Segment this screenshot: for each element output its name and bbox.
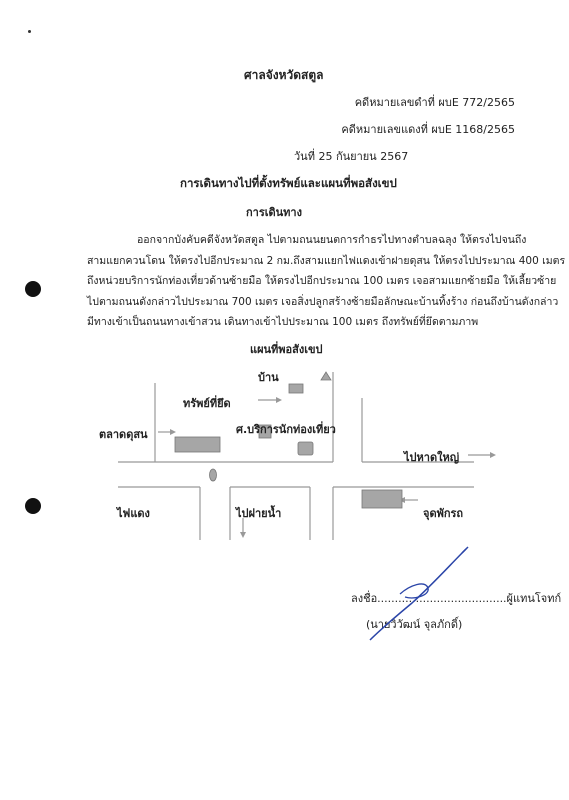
red-case-number: คดีหมายเลขแดงที่ ผบE 1168/2565 (341, 123, 515, 136)
paragraph-line: ไปตามถนนดังกล่าวไปประมาณ 700 เมตร เจอสิ่งปลูกสร้างซ้ายมือลักษณะบ้านทิ้งร้าง ก่อนถึงบ้านดังกล่าว (87, 295, 559, 308)
map-label-checkpoint: จุดพักรถ (423, 507, 464, 520)
section-heading: การเดินทาง (246, 206, 302, 219)
black-case-number: คดีหมายเลขดำที่ ผบE 772/2565 (354, 96, 515, 109)
map-label-house: บ้าน (258, 371, 279, 384)
paragraph-line: ถึงหน่วยบริการนักท่องเที่ยวด้านซ้ายมือ ให้ตรงไปอีกประมาณ 100 เมตร เจอสามแยกซ้ายมือ ให้เลี้ยวซ้าย (87, 275, 557, 287)
signature-line: ลงชื่อ.....................................ผู้แทนโจทก์ (351, 592, 562, 605)
paragraph-line: มีทางเข้าเป็นถนนทางเข้าสวน เดินทางเข้าไปประมาณ 100 เมตร ถึงทรัพย์ที่ยึดตามภาพ (87, 316, 479, 328)
paragraph-line: ออกจากบังคับคดีจังหวัดสตูล ไปตามถนนยนตการกำธรไปทางตำบลฉลุง ให้ตรงไปจนถึง (137, 234, 527, 246)
signature-stroke (462, 547, 468, 553)
map-label-to-big-beach: ไปหาดใหญ่ (404, 451, 460, 464)
map-label-to-dam: ไปฝายน้ำ (236, 507, 282, 520)
document-date: วันที่ 25 กันยายน 2567 (294, 150, 409, 163)
signatory-name: (นายวิวัฒน์ จุลภักดิ์) (366, 618, 463, 631)
map-label-market: ตลาดดุสน (99, 428, 148, 441)
map-heading: แผนที่พอสังเขป (250, 343, 323, 356)
map-label-traffic-light: ไฟแดง (117, 507, 150, 520)
signature-stroke (370, 549, 466, 640)
paragraph-line: สามแยกควนโดน ให้ตรงไปอีกประมาณ 2 กม.ถึงสามแยกไฟแดงเข้าฝายดุสน ให้ตรงไปประมาณ 400 เมตร (87, 254, 566, 267)
map-label-tourist-center: ศ.บริการนักท่องเที่ยว (236, 423, 336, 436)
court-name: ศาลจังหวัดสตูล (244, 68, 324, 82)
document-title: การเดินทางไปที่ตั้งทรัพย์และแผนที่พอสังเขป (180, 176, 397, 190)
map-label-seized-property: ทรัพย์ที่ยึด (183, 397, 231, 410)
